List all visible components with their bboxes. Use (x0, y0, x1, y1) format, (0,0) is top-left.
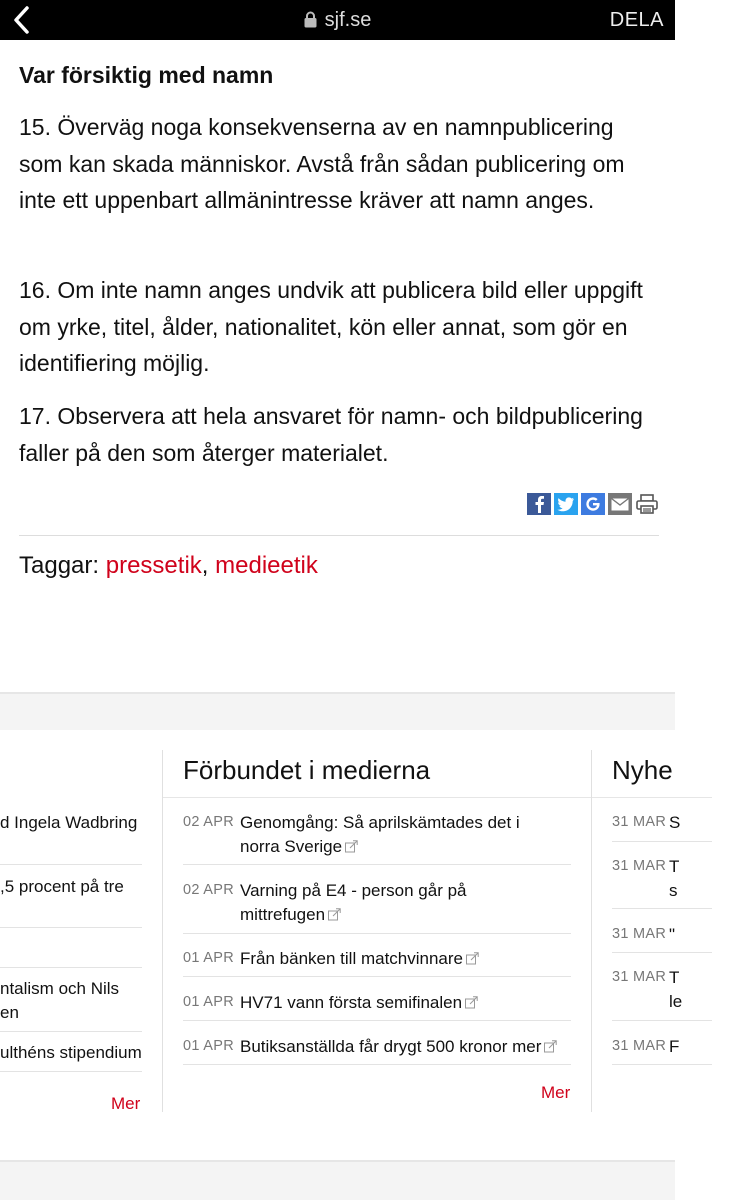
external-link-icon (345, 835, 358, 848)
row-divider (0, 927, 142, 928)
paragraph-17: 17. Observera att hela ansvaret för namn- och bildpublicering faller på den som återger materialet. (19, 403, 643, 466)
row-divider (612, 1020, 712, 1021)
forbundet-i-medierna-column: Förbundet i medierna 02 APR Genomgång: Så aprilskämtades det i norra Sverige 02 APR Varning på E4 - person går på mittrefugen 01 APR Från bänken till matchvinnare 01 APR HV71 vann första semifinalen 01 APR Butiksanställda får drygt 500 kronor mer Mer (162, 750, 592, 1112)
column-title-underline (592, 797, 712, 798)
row-divider (0, 864, 142, 865)
column-title-underline (163, 797, 591, 798)
row-divider (183, 933, 571, 934)
google-icon[interactable] (581, 493, 605, 515)
tags-label: Taggar: (19, 552, 100, 579)
row-divider (612, 841, 712, 842)
news-columns (0, 730, 683, 1162)
tag-separator: , (201, 552, 209, 579)
tag-pressetik[interactable]: pressetik (105, 552, 202, 579)
row-divider (183, 864, 571, 865)
browser-top-bar (0, 0, 675, 40)
row-divider (612, 908, 712, 909)
twitter-icon[interactable] (554, 493, 578, 515)
row-divider (0, 1071, 142, 1072)
mail-icon[interactable] (608, 493, 632, 515)
address-bar[interactable] (0, 8, 675, 34)
row-divider (183, 1064, 571, 1065)
paragraph-16: 16. Om inte namn anges undvik att publicera bild eller uppgift om yrke, titel, ålder, nationalitet, kön eller annat, som gör en identifiering möjlig. (19, 277, 643, 376)
column-title: Förbundet i medierna (183, 755, 431, 785)
print-icon[interactable] (635, 493, 659, 515)
section-band (0, 692, 675, 730)
external-link-icon (544, 1035, 557, 1048)
nyheter-column: Nyhe 31 MAR S 31 MAR T s 31 MAR " 31 MAR T le 31 MAR F (592, 750, 712, 1112)
more-link[interactable]: Mer (111, 1094, 141, 1113)
row-divider (612, 952, 712, 953)
more-link[interactable]: Mer (541, 1083, 571, 1102)
tag-medieetik[interactable]: medieetik (215, 552, 318, 579)
row-divider (183, 1020, 571, 1021)
lock-icon (304, 10, 317, 34)
share-icons (527, 493, 659, 517)
tags-line (19, 551, 318, 581)
row-divider (0, 1031, 142, 1032)
row-divider (183, 976, 571, 977)
footer-band (0, 1160, 675, 1200)
divider (19, 535, 659, 536)
row-divider (612, 1064, 712, 1065)
share-button[interactable]: DELA (609, 9, 664, 31)
row-divider (0, 967, 142, 968)
paragraph-15: 15. Överväg noga konsekvenserna av en namnpublicering som kan skada människor. Avstå från sådan publicering om inte ett uppenbart allmänintresse kräver att namn anges. (19, 114, 625, 213)
external-link-icon (465, 991, 478, 1004)
url-text: sjf.se (324, 9, 372, 31)
external-link-icon (328, 903, 341, 916)
facebook-icon[interactable] (527, 493, 551, 515)
section-heading: Var försiktig med namn (19, 62, 274, 88)
left-news-column: d Ingela Wadbring ,5 procent på tre ntalism och Nils en ulthéns stipendium Mer (0, 813, 142, 1113)
column-title: Nyhe (612, 755, 673, 785)
external-link-icon (466, 947, 479, 960)
